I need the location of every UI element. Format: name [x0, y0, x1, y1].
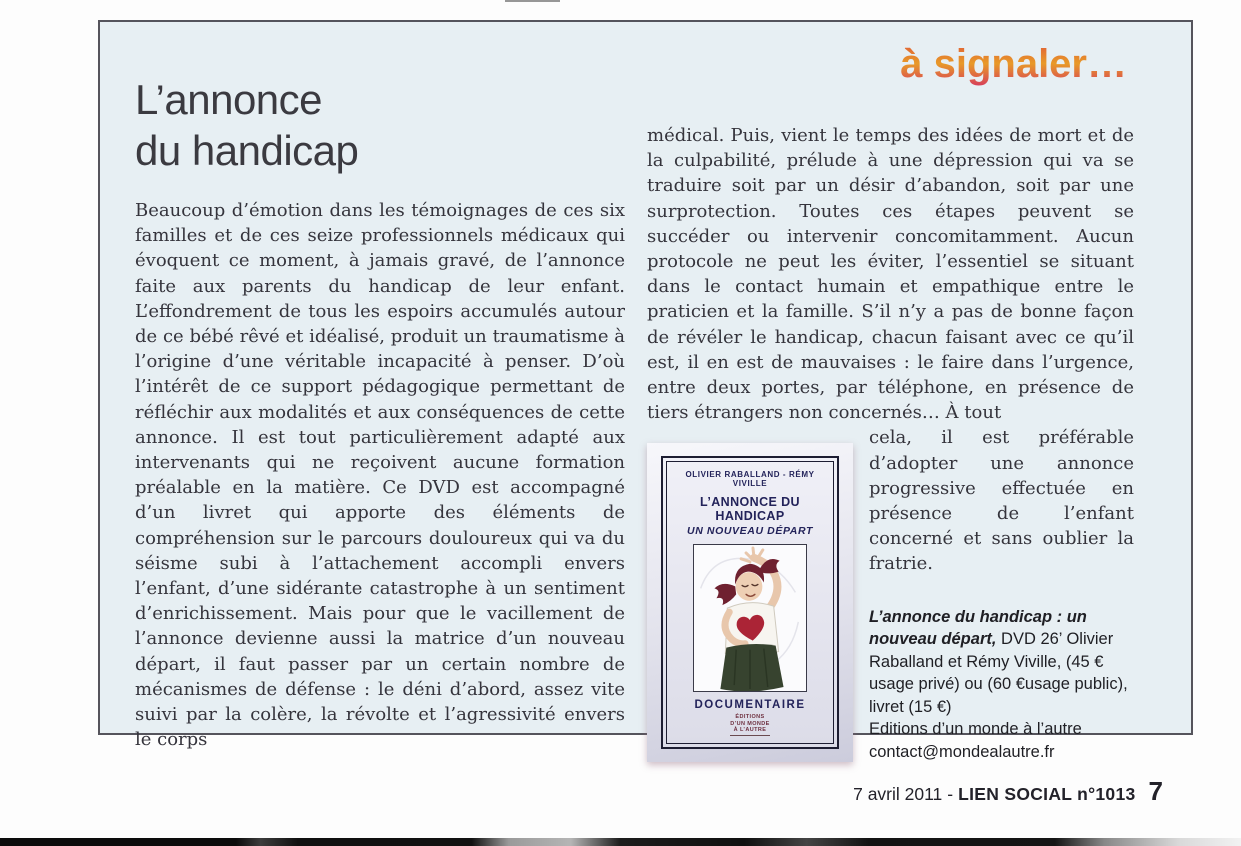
caption-details: DVD 26’ Olivier Raballand et Rémy Viville, (45 € usage privé) ou (60 €usage public), livret (15 €)	[869, 630, 1128, 716]
dvd-cover-authors: OLIVIER RABALLAND - RÉMY VIVILLE	[685, 470, 815, 489]
dvd-cover-photo	[647, 443, 853, 762]
publisher-line: À L’AUTRE	[733, 727, 767, 734]
article-title-line1: L’annonce	[135, 76, 323, 123]
scan-edge-band	[0, 838, 1241, 846]
article-column-right	[647, 123, 1134, 768]
footer-separator: -	[947, 784, 954, 804]
dvd-cover-inner	[666, 461, 834, 744]
girl-illustration	[693, 544, 807, 692]
dvd-cover-frame	[661, 456, 839, 749]
caption-publisher: Editions d’un monde à l’autre	[869, 720, 1082, 739]
caption-email: contact@mondealautre.fr	[869, 742, 1055, 761]
dvd-cover-publisher-logo	[730, 714, 769, 736]
caption-title: L’annonce du handicap : un nouveau départ,	[869, 607, 1087, 649]
article-panel	[98, 20, 1193, 761]
footer-date: 7 avril 2011	[853, 784, 943, 804]
article-title-line2: du handicap	[135, 127, 359, 174]
article-title	[135, 74, 358, 176]
footer-page-number: 7	[1148, 776, 1163, 806]
dvd-cover-title: L’ANNONCE DU HANDICAP	[700, 495, 800, 524]
article-paragraph-right-top: médical. Puis, vient le temps des idées de mort et de la culpabilité, prélude à une dépression qui va se traduire soit par un désir d’abandon, soit par une surprotection. Toutes ces étapes peuvent se succéder ou intervenir concomitamment. Aucun protocole ne peut les éviter, l’essentiel se situant dans le contact humain et empathique entre le praticien et la famille. S’il n’y a pas de bonne façon de révéler le handicap, chacun faisant avec ce qu’il est, il en est de mauvaises : le faire dans l’urgence, entre deux portes, par téléphone, en présence de tiers étrangers non concernés… À tout	[647, 125, 1134, 424]
article-column-left: Beaucoup d’émotion dans les témoignages de ces six familles et de ces seize professionnels médicaux qui évoquent ce moment, à jamais gravé, de l’annonce faite aux parents du handicap de leur enfant. L’effondrement de tous les espoirs accumulés autour de ce bébé rêvé et idéalisé, produit un traumatisme à l’origine d’une véritable incapacité à penser. D’où l’intérêt de ce support pédagogique permettant de réfléchir aux modalités et aux conséquences de cette annonce. Il est tout particulièrement adapté aux intervenants qui ne reçoivent aucune formation préalable en la matière. Ce DVD est accompagné d’un livret qui apporte des éléments de compréhension sur le parcours douloureux qui va du séisme subi à l’attachement accompli envers l’enfant, d’une sidérante catastrophe à un sentiment d’enrichissement. Mais pour que le vacillement de l’annonce devienne aussi la matrice d’un nouveau départ, il faut passer par un certain nombre de mécanismes de défense : le déni d’abord, assez vite suivi par la colère, la révolte et l’agressivité envers le corps	[135, 200, 625, 751]
scan-artifact-top	[505, 0, 560, 2]
cover-and-caption-area	[647, 425, 1134, 763]
section-label: à signaler…	[900, 42, 1127, 86]
page-footer	[853, 776, 1163, 807]
footer-magazine-issue: LIEN SOCIAL n°1013	[958, 784, 1136, 804]
publisher-line: D’UN MONDE	[730, 720, 770, 727]
dvd-cover-genre: DOCUMENTAIRE	[694, 699, 806, 712]
publisher-line: ÉDITIONS	[735, 714, 765, 721]
dvd-cover-subtitle: UN NOUVEAU DÉPART	[687, 525, 813, 538]
article-paragraph-right-wrap: cela, il est préférable d’adopter une annonce progressive effectuée en présence de l’enfant concerné et sans oublier la fratrie.	[869, 427, 1134, 575]
